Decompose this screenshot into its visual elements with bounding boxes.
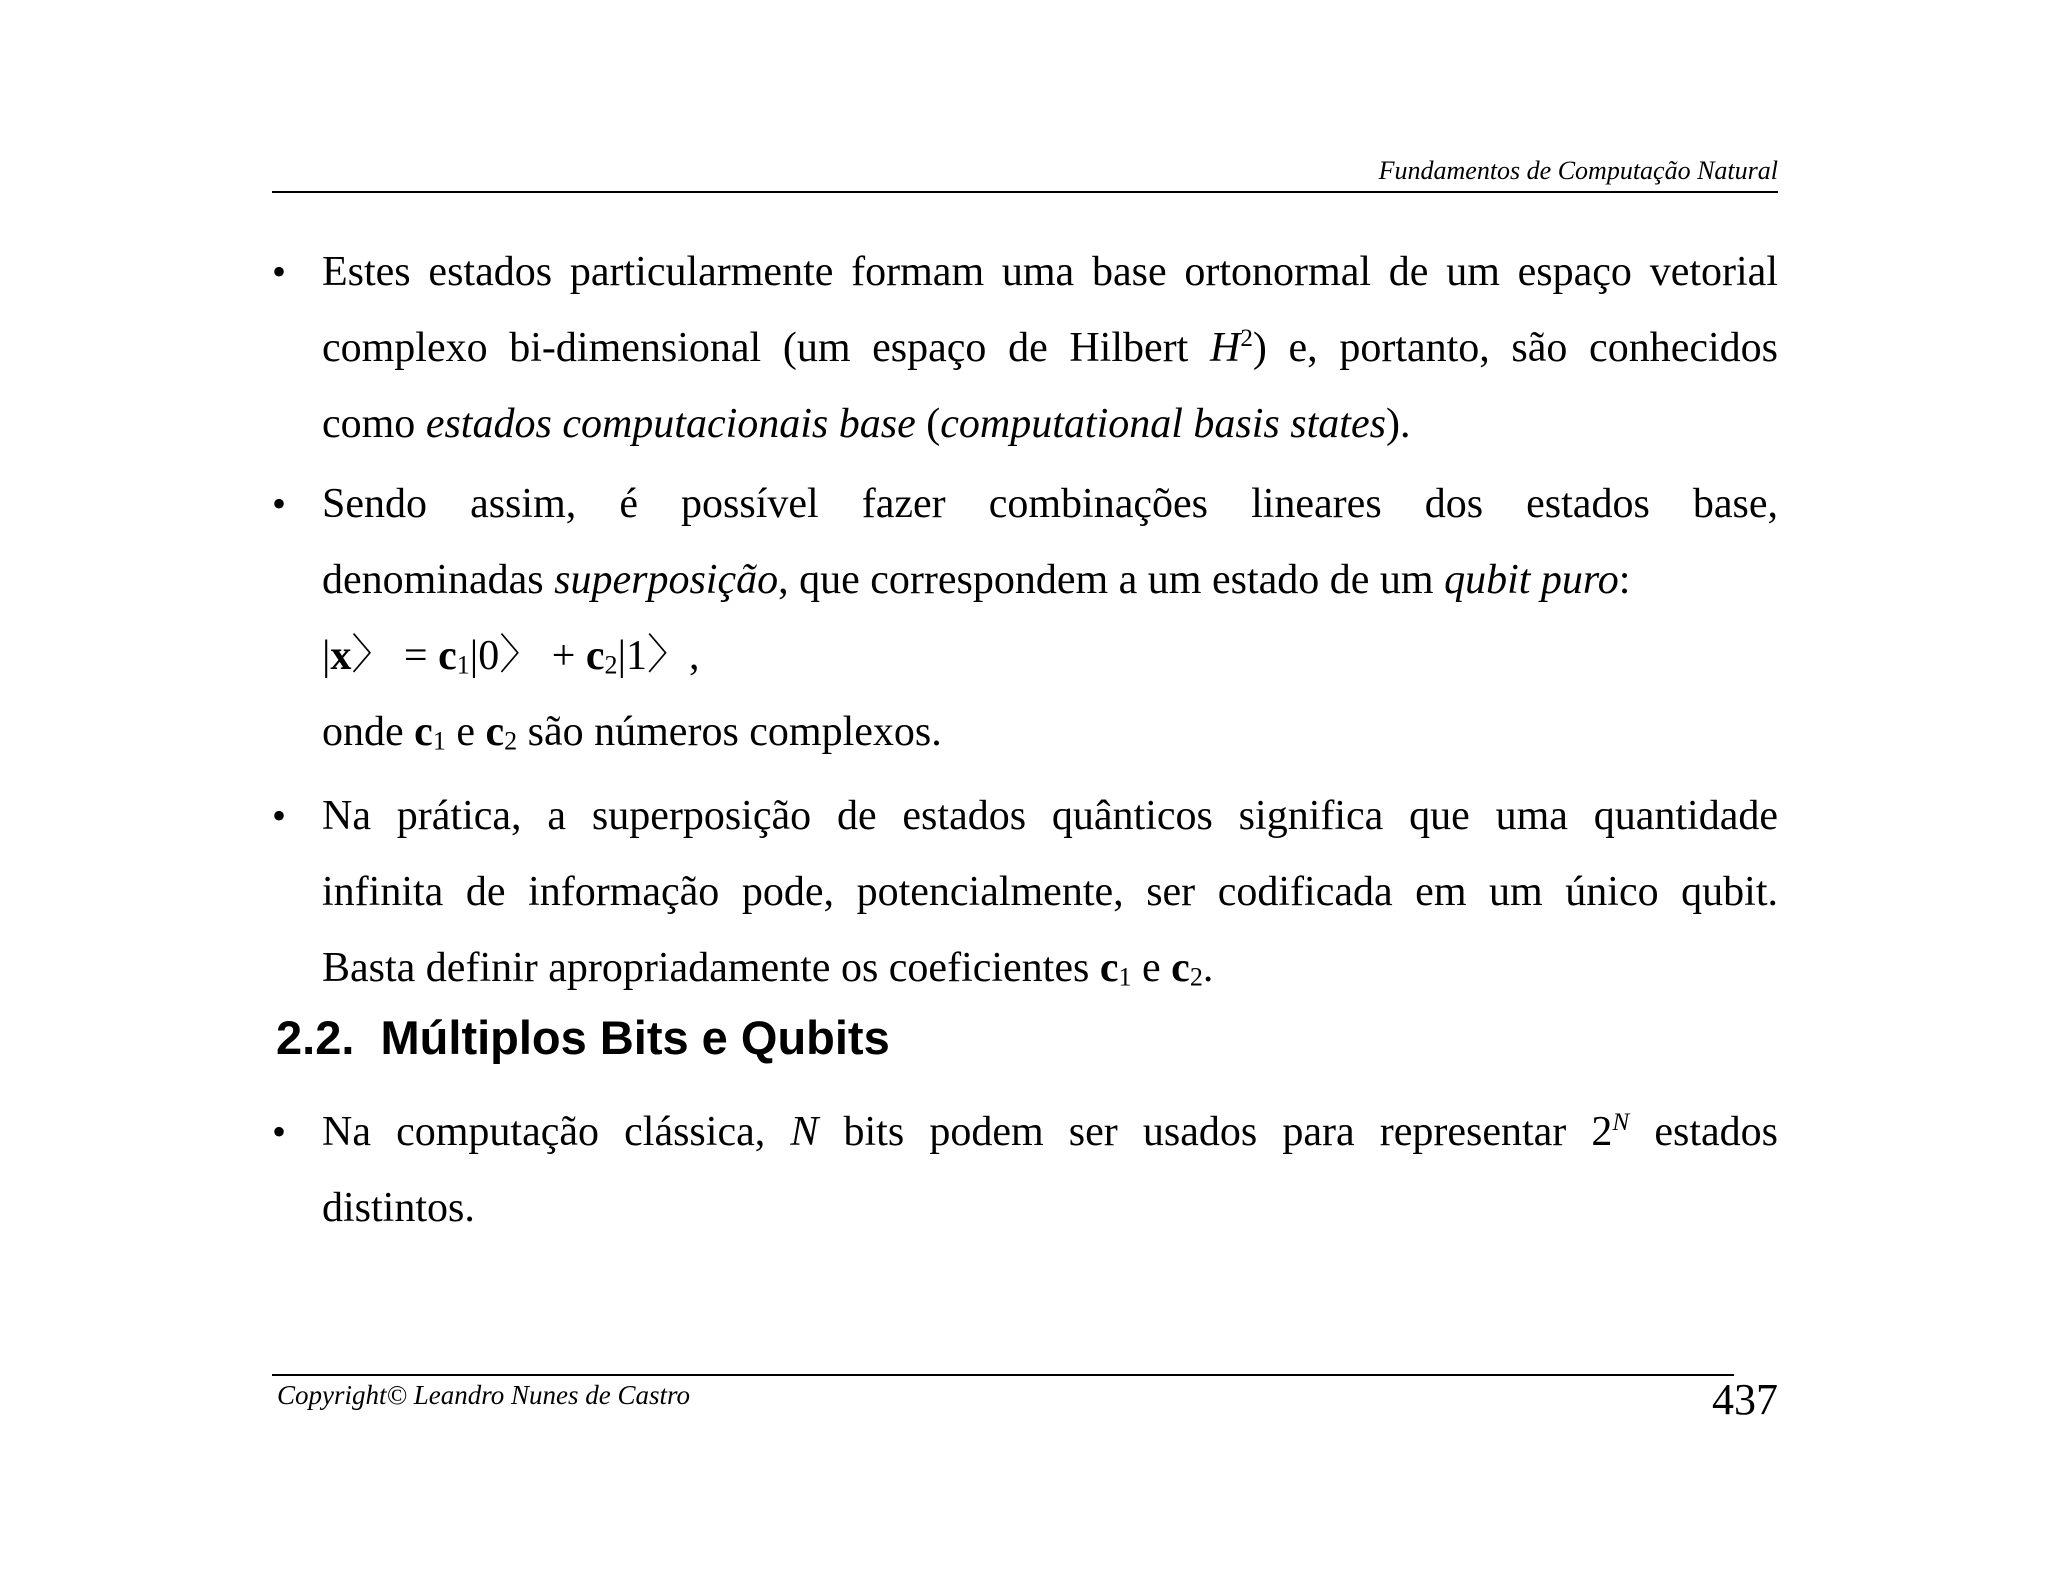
paragraph-hilbert-space	[322, 234, 1778, 462]
section-heading	[276, 1008, 890, 1068]
header-rule	[272, 191, 1778, 193]
text-line: Na computação clássica, N bits podem ser usados para representar $2^N$ estados	[322, 1108, 1778, 1155]
bullet-icon: •	[272, 1109, 287, 1154]
bullet-icon: •	[272, 481, 287, 526]
section-title: Múltiplos Bits e Qubits	[380, 1011, 890, 1064]
paragraph-infinite-information	[322, 778, 1778, 1006]
equation: |x〉 = $c_1|0$〉 + $c_2|1$〉,	[322, 633, 700, 680]
hilbert-exponent: 2	[1240, 324, 1253, 352]
text-line: infinita de informação pode, potencialmente, ser codificada em um único qubit.	[322, 869, 1778, 915]
page-number: 437	[1712, 1375, 1778, 1424]
footer-rule	[272, 1374, 1734, 1376]
paragraph-superposition	[322, 466, 1778, 770]
running-header: Fundamentos de Computação Natural	[1378, 156, 1778, 185]
paragraph-classical-bits	[322, 1094, 1778, 1246]
text-line: denominadas superposição, que correspondem a um estado de um qubit puro:	[322, 557, 1631, 603]
text-line: Na prática, a superposição de estados quânticos significa que uma quantidade	[322, 793, 1778, 839]
hilbert-symbol: H	[1209, 325, 1241, 371]
bullet-icon: •	[272, 249, 287, 294]
text-line: distintos.	[322, 1185, 475, 1231]
text-line: complexo bi-dimensional (um espaço de Hilbert $H^2$) e, portanto, são conhecidos	[322, 324, 1778, 371]
bullet-icon: •	[272, 793, 287, 838]
copyright-notice: Copyright© Leandro Nunes de Castro	[277, 1380, 691, 1410]
text-line: onde $c_1$ e $c_2$ são números complexos.	[322, 709, 942, 756]
text-line: como estados computacionais base (computational basis states).	[322, 401, 1411, 447]
text-line: Estes estados particularmente formam uma base ortonormal de um espaço vetorial	[322, 249, 1778, 295]
section-number: 2.2.	[276, 1011, 355, 1064]
text-line: Sendo assim, é possível fazer combinações lineares dos estados base,	[322, 481, 1778, 527]
text-line: Basta definir apropriadamente os coeficientes $c_1$ e $c_2$.	[322, 945, 1214, 992]
